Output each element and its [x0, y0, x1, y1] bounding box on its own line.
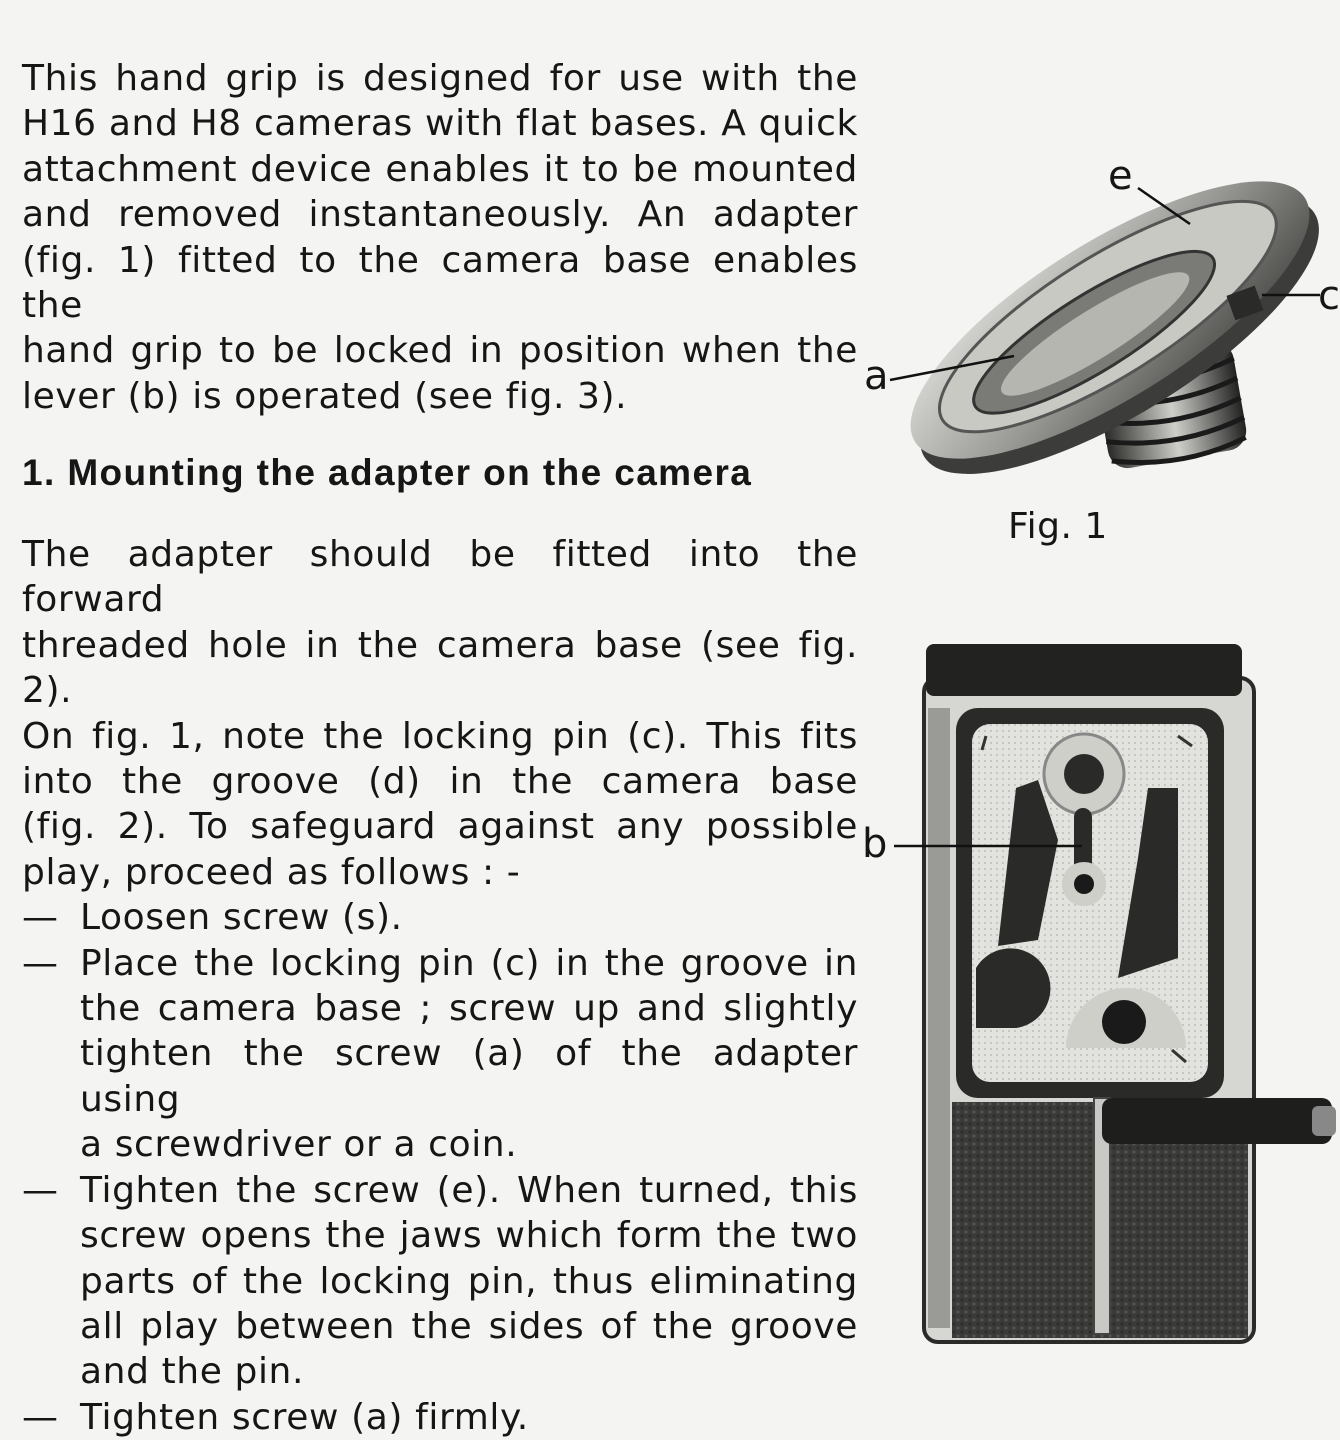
step-line: the camera base ; screw up and slightly — [80, 988, 858, 1030]
dash-bullet: — — [22, 897, 59, 939]
body-line: On fig. 1, note the locking pin (c). This fits — [22, 715, 858, 757]
figure-caption: Fig. 1 — [1008, 506, 1108, 547]
steps-list — [22, 895, 858, 1440]
dash-bullet: — — [22, 1396, 59, 1438]
intro-line: hand grip to be locked in position when the — [22, 330, 858, 372]
section-heading: 1. Mounting the adapter on the camera — [22, 452, 753, 493]
step-line: screw opens the jaws which form the two — [80, 1215, 858, 1257]
step-item — [22, 941, 858, 1168]
body-line: into the groove (d) in the camera base — [22, 761, 858, 803]
intro-line: This hand grip is designed for use with the — [22, 58, 858, 99]
callout-line-b — [894, 840, 1084, 852]
step-item — [22, 1168, 858, 1395]
body-paragraph — [22, 532, 858, 895]
callout-label-e: e — [1108, 153, 1133, 199]
dash-bullet: — — [22, 1169, 59, 1211]
intro-text — [22, 56, 858, 419]
intro-line: lever (b) is operated (see fig. 3). — [22, 375, 628, 417]
intro-line: attachment device enables it to be mounted — [22, 148, 858, 190]
callout-label-b: b — [862, 821, 888, 867]
step-item — [22, 895, 858, 940]
camera-base-photo — [916, 638, 1336, 1346]
callout-line-a — [888, 352, 1018, 386]
intro-paragraph — [22, 56, 858, 419]
step-line: tighten the screw (a) of the adapter using — [80, 1033, 858, 1120]
intro-line: (fig. 1) fitted to the camera base enables the — [22, 239, 858, 327]
callout-label-a: a — [864, 353, 889, 399]
instructions-block — [22, 532, 858, 1440]
step-line: Tighten the screw (e). When turned, this — [80, 1169, 858, 1211]
body-line: play, proceed as follows : - — [22, 851, 521, 893]
step-line: all play between the sides of the groove — [80, 1305, 858, 1347]
step-line: and the pin. — [80, 1351, 305, 1393]
callout-line-e — [1134, 184, 1194, 228]
step-line: Loosen screw (s). — [80, 897, 403, 939]
intro-line: and removed instantaneously. An adapter — [22, 194, 858, 236]
step-line: parts of the locking pin, thus eliminating — [80, 1260, 858, 1302]
body-line: (fig. 2). To safeguard against any possible — [22, 806, 858, 848]
adapter-photo — [880, 160, 1336, 520]
dash-bullet: — — [22, 942, 59, 984]
callout-line-c — [1262, 290, 1322, 300]
body-line: The adapter should be fitted into the forward — [22, 534, 858, 621]
callout-label-c: c — [1318, 273, 1340, 319]
step-line: Place the locking pin (c) in the groove in — [80, 942, 858, 984]
intro-line: H16 and H8 cameras with flat bases. A quick — [22, 103, 858, 145]
step-item — [22, 1395, 858, 1440]
body-line: threaded hole in the camera base (see fig. 2). — [22, 624, 858, 712]
step-line: a screwdriver or a coin. — [80, 1124, 518, 1166]
step-line: Tighten screw (a) firmly. — [80, 1396, 529, 1438]
